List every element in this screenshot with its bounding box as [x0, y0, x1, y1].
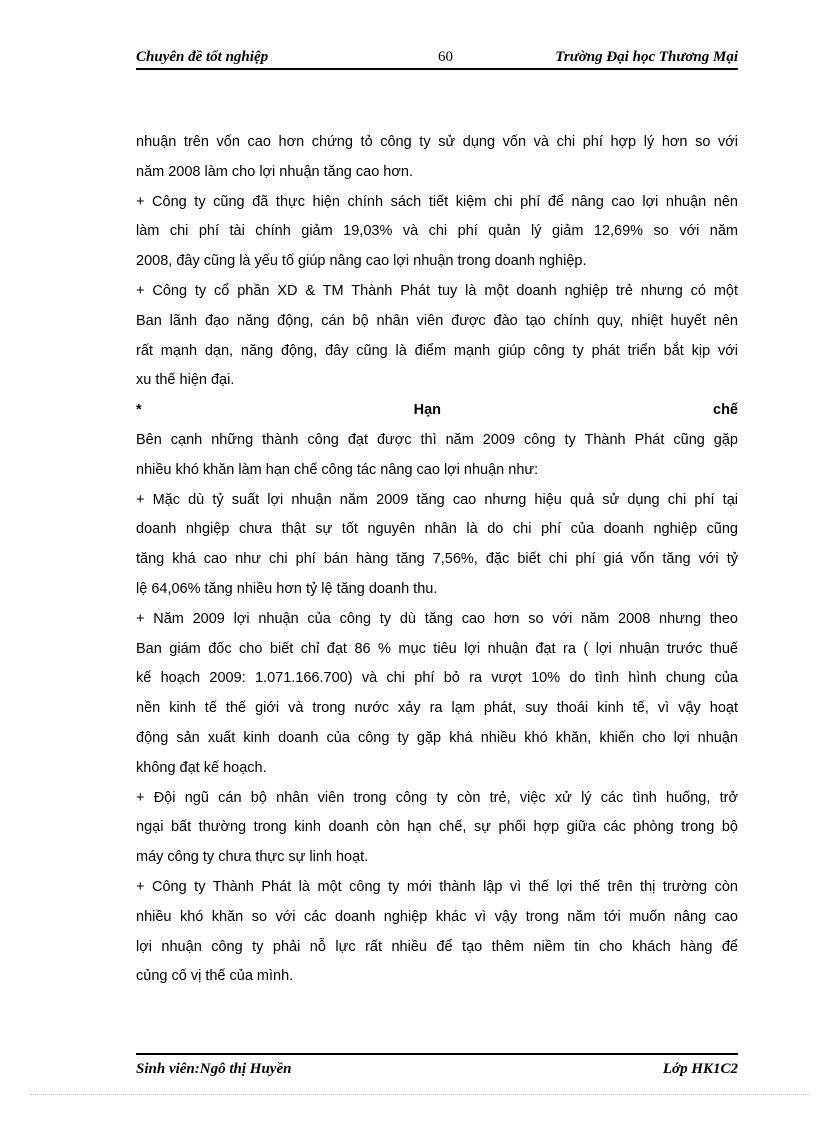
body-text-line: nhiều khó khăn so với các doanh nghiệp khác vì vậy trong năm tới muốn nâng cao	[136, 908, 738, 925]
body-text-line: nhuận trên vốn cao hơn chứng tỏ công ty sử dụng vốn và chi phí hợp lý hơn so với	[136, 134, 738, 150]
body-text-line: năm 2008 làm cho lợi nhuận tăng cao hơn.	[136, 163, 413, 180]
body-text-line: Bên cạnh những thành công đạt được thì năm 2009 công ty Thành Phát cũng gặp	[136, 431, 738, 448]
heading-part: chế	[713, 402, 738, 419]
page-number: 60	[438, 49, 453, 65]
body-text-line: + Năm 2009 lợi nhuận của công ty dù tăng cao hơn so với năm 2008 nhưng theo	[136, 610, 738, 627]
body-text-line: máy công ty chưa thực sự linh hoạt.	[136, 849, 369, 866]
body-text-line: lợi nhuận công ty phải nỗ lực rất nhiều để tạo thêm niềm tin cho khách hàng để	[136, 938, 738, 955]
page-header	[136, 48, 738, 70]
body-text-line: + Công ty cổ phần XD & TM Thành Phát tuy là một doanh nghiệp trẻ nhưng có một	[136, 282, 738, 299]
body-text-line: làm chi phí tài chính giảm 19,03% và chi phí quản lý giảm 12,69% so với năm	[136, 223, 738, 240]
body-text-line: doanh nhgiệp chưa thật sự tốt nguyên nhân là do chi phí của doanh nghiệp cũng	[136, 521, 738, 538]
body-text-line: không đạt kế hoạch.	[136, 759, 267, 776]
body-text-line: xu thế hiện đại.	[136, 372, 235, 389]
page-bottom-dotted-rule	[30, 1094, 810, 1095]
body-text-line: Ban lãnh đạo năng động, cán bộ nhân viên được đào tạo chính quy, nhiệt huyết nên	[136, 312, 738, 329]
body-text-line: nền kinh tế thế giới và trong nước xảy ra lạm phát, suy thoái kinh tế, vì vậy hoạt	[136, 700, 738, 717]
header-university-name: Trường Đại học Thương Mại	[555, 49, 738, 65]
body-text-line: động sản xuất kinh doanh của công ty gặp khá nhiều khó khăn, khiến cho lợi nhuận	[136, 729, 738, 746]
body-text-line: + Mặc dù tỷ suất lợi nhuận năm 2009 tăng cao nhưng hiệu quả sử dụng chi phí tại	[136, 491, 738, 508]
body-text-line: ngại bất thường trong kinh doanh còn hạn chế, sự phối hợp giữa các phòng trong bộ	[136, 819, 738, 836]
body-text-line: Ban giám đốc cho biết chỉ đạt 86 % mục tiêu lợi nhuận đạt ra ( lợi nhuận trước thuế	[136, 640, 738, 657]
footer-student-name: Sinh viên:Ngô thị Huyền	[136, 1061, 292, 1077]
body-text-line: củng cố vị thế của mình.	[136, 968, 294, 985]
body-text-line: + Công ty cũng đã thực hiện chính sách tiết kiệm chi phí để nâng cao lợi nhuận nên	[136, 193, 738, 210]
page-footer	[136, 1053, 738, 1077]
heading-part: Hạn	[413, 402, 442, 419]
body-text-line: rất mạnh dạn, năng động, đây cũng là điểm mạnh giúp công ty phát triển bắt kịp với	[136, 342, 738, 359]
body-text-line: tăng khá cao như chi phí bán hàng tăng 7,56%, đặc biết chi phí giá vốn tăng với tỷ	[136, 551, 738, 568]
section-heading-han-che	[136, 396, 738, 426]
body-text-line: + Đội ngũ cán bộ nhân viên trong công ty còn trẻ, việc xử lý các tình huống, trở	[136, 789, 738, 806]
footer-class-code: Lớp HK1C2	[662, 1061, 738, 1077]
header-document-title: Chuyên đề tốt nghiệp	[136, 49, 269, 65]
body-text-line: lệ 64,06% tăng nhiều hơn tỷ lệ tăng doanh thu.	[136, 580, 438, 597]
body-text-line: 2008, đây cũng là yếu tố giúp nâng cao lợi nhuận trong doanh nghiệp.	[136, 253, 587, 270]
heading-part: *	[136, 402, 142, 419]
document-body	[136, 128, 738, 992]
body-text-line: nhiều khó khăn làm hạn chế công tác nâng cao lợi nhuận như:	[136, 461, 539, 478]
body-text-line: kế hoạch 2009: 1.071.166.700) và chi phí bỏ ra vượt 10% do tình hình chung của	[136, 670, 738, 687]
body-text-line: + Công ty Thành Phát là một công ty mới thành lập vì thế lợi thế trên thị trường còn	[136, 878, 738, 895]
